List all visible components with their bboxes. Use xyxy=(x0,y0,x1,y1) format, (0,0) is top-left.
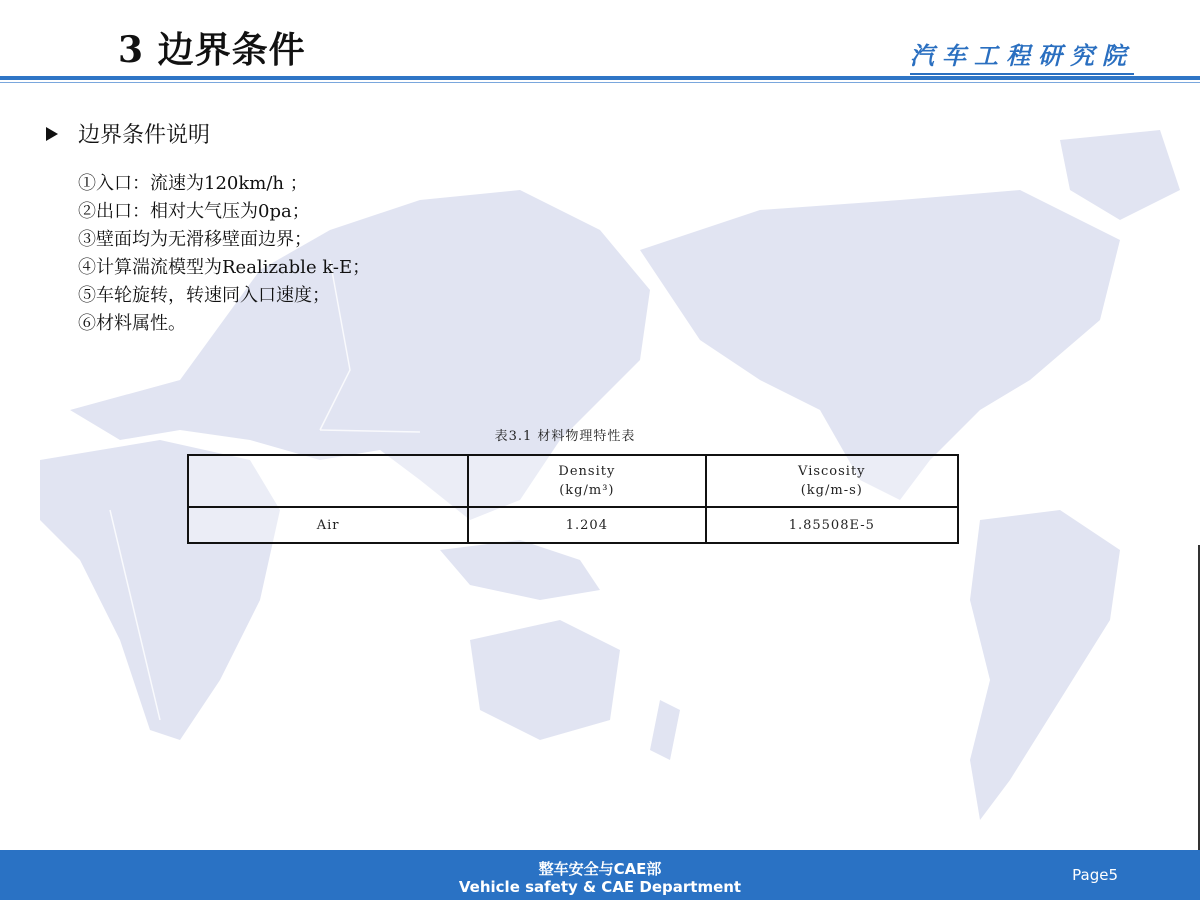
section-heading-label: 边界条件说明 xyxy=(78,123,211,148)
material-name-cell: Air xyxy=(188,507,468,543)
table-header-row xyxy=(188,455,958,507)
table-caption: 表3.1 材料物理特性表 xyxy=(494,429,636,444)
density-header-unit: (kg/m³) xyxy=(559,483,615,498)
header-divider-thin xyxy=(0,82,1200,83)
arrow-bullet-icon xyxy=(46,127,58,141)
viscosity-header-unit: (kg/m-s) xyxy=(800,483,863,498)
list-item: ②出口：相对大气压为0pa； xyxy=(78,201,310,222)
list-item: ⑤车轮旋转，转速同入口速度； xyxy=(78,285,330,306)
institute-logo-text: 汽车工程研究院 xyxy=(910,36,1134,75)
list-item: ③壁面均为无滑移壁面边界； xyxy=(78,229,312,250)
table-header-density xyxy=(468,455,705,507)
section-heading xyxy=(46,118,210,149)
list-item: ①入口：流速为120km/h ； xyxy=(78,173,308,194)
header-divider xyxy=(0,76,1200,80)
list-item: ⑥材料属性。 xyxy=(78,313,186,334)
table-header-viscosity xyxy=(706,455,958,507)
viscosity-value-cell: 1.85508E-5 xyxy=(706,507,958,543)
material-properties-table xyxy=(187,454,959,544)
viscosity-header-name: Viscosity xyxy=(798,464,866,479)
density-header-name: Density xyxy=(558,464,616,479)
condition-list xyxy=(78,170,370,338)
list-item: ④计算湍流模型为Realizable k-E； xyxy=(78,257,371,278)
density-value-cell: 1.204 xyxy=(468,507,705,543)
page-number: Page5 xyxy=(1072,866,1118,884)
table-row xyxy=(188,507,958,543)
footer-department-en: Vehicle safety & CAE Department xyxy=(458,878,742,896)
table-header-cell-empty xyxy=(188,455,468,507)
footer-department-cn: 整车安全与CAE部 xyxy=(538,860,662,878)
page-title: 3 边界条件 xyxy=(118,29,306,71)
